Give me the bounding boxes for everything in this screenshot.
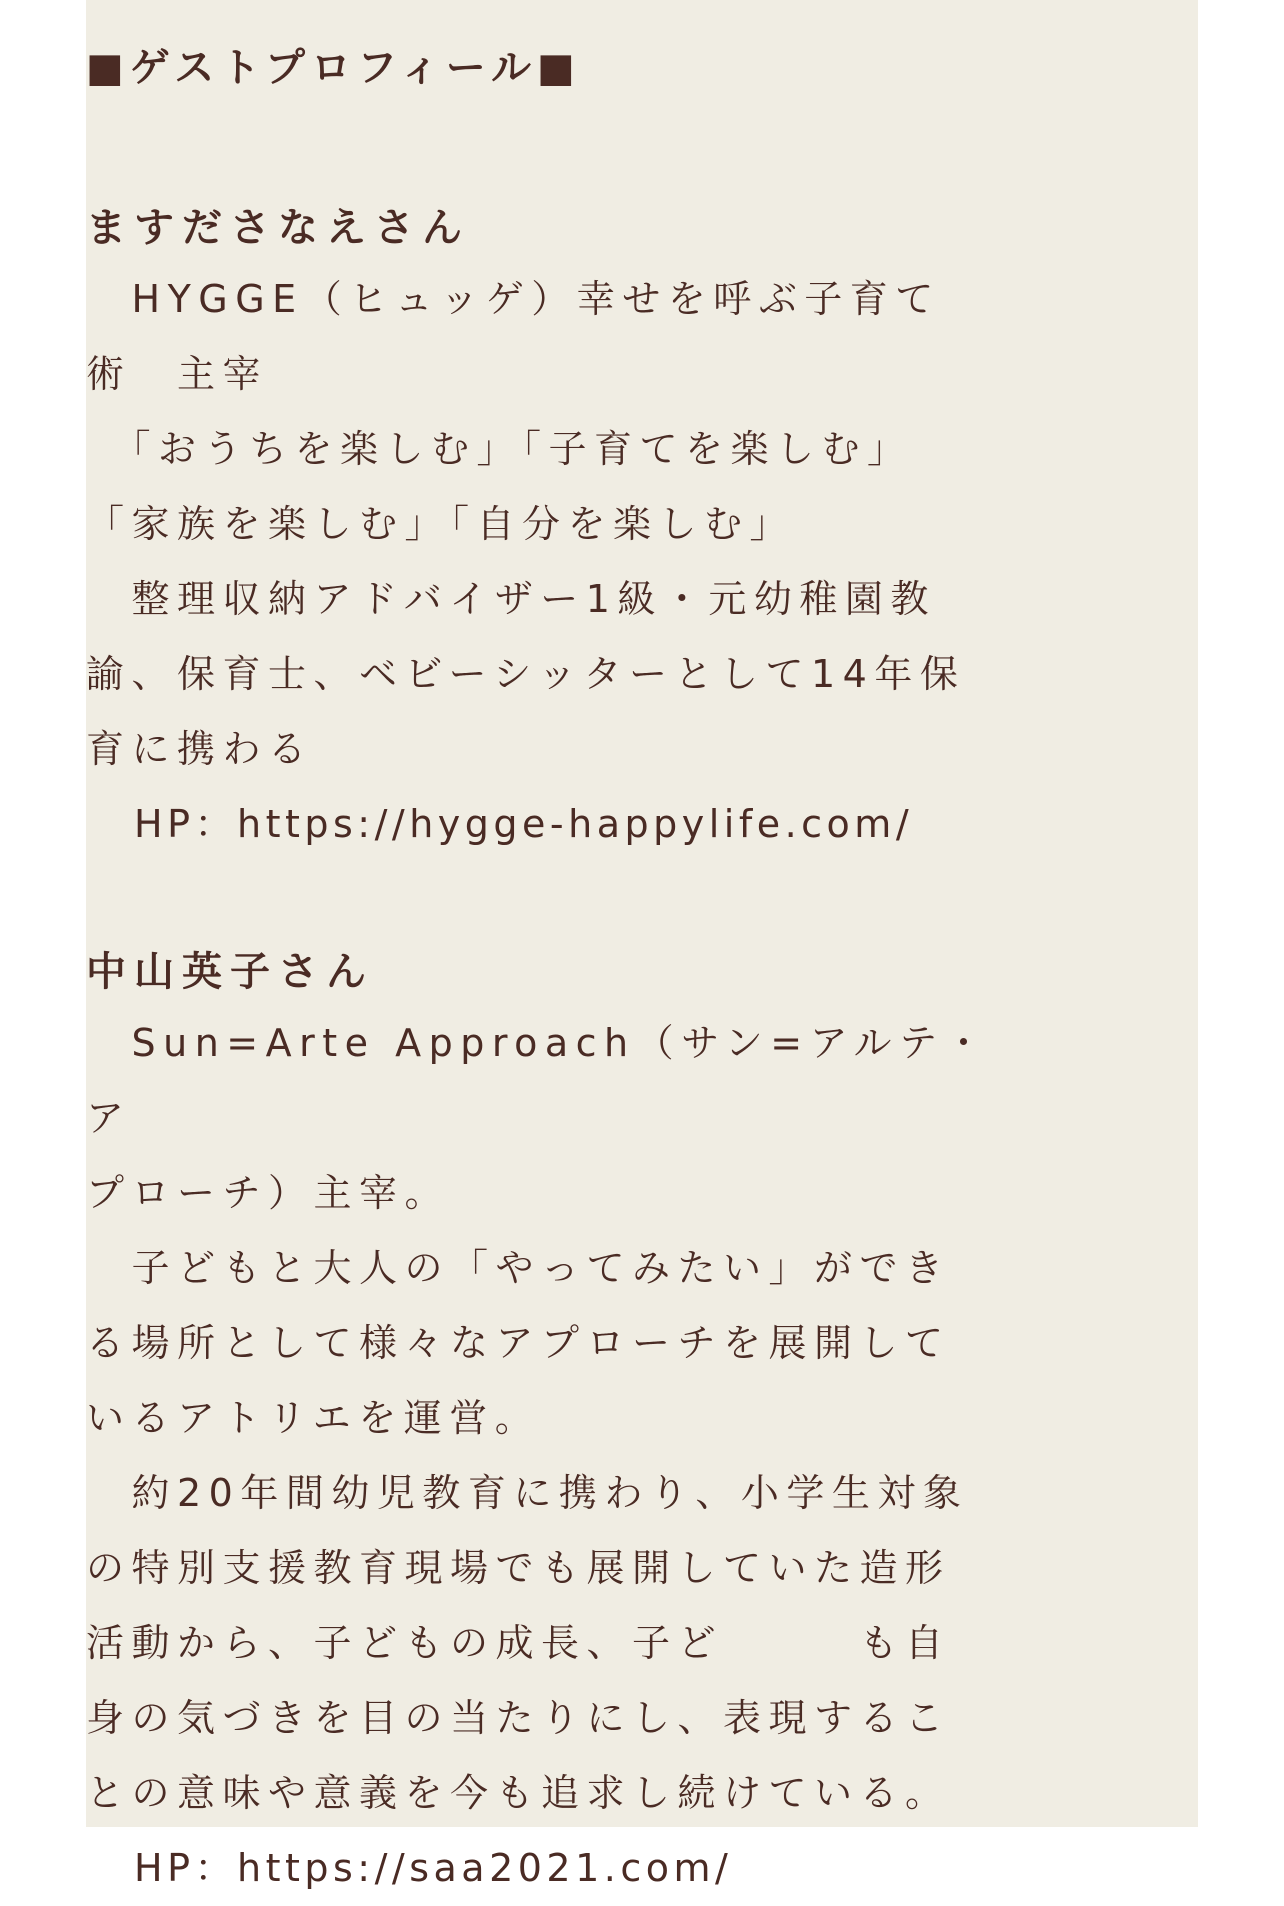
homepage-label: HP： <box>134 802 237 846</box>
guest-paragraph: 子どもと大人の「やってみたい」ができ る場所として様々なアプローチを展開して いるアトリエを運営。 <box>86 1246 951 1440</box>
section-heading: ■ゲストプロフィール■ <box>86 45 581 91</box>
homepage-link[interactable]: https://saa2021.com/ <box>237 1846 733 1890</box>
guest-profile-1 <box>86 200 1026 862</box>
guest-paragraph: 「おうちを楽しむ」「子育てを楽しむ」 「家族を楽しむ」「自分を楽しむ」 <box>86 427 913 546</box>
homepage-link[interactable]: https://hygge-happylife.com/ <box>237 802 914 846</box>
guest-paragraph: 整理収納アドバイザー1級・元幼稚園教 諭、保育士、ベビーシッターとして14年保 育に携わる <box>86 577 966 771</box>
guest-paragraph: Sun=Arte Approach（サン=アルテ・ア プローチ）主宰。 <box>86 1021 991 1215</box>
guest-paragraph: 約20年間幼児教育に携わり、小学生対象 の特別支援教育現場でも展開していた造形 活動から、子どもの成長、子ど も自 身の気づきを目の当たりにし、表現するこ との意味や意義を今も追求し続けている。 <box>86 1471 969 1815</box>
guest-name: 中山英子さん <box>86 949 374 995</box>
homepage-line <box>86 1831 1026 1906</box>
guest-profile-section <box>86 40 1026 1906</box>
homepage-label: HP： <box>134 1846 237 1890</box>
guest-paragraph: HYGGE（ヒュッゲ）幸せを呼ぶ子育て 術 主宰 <box>86 277 941 396</box>
guest-profile-2 <box>86 944 1026 1906</box>
guest-name: ますださなえさん <box>86 205 470 251</box>
homepage-line <box>86 787 1026 862</box>
